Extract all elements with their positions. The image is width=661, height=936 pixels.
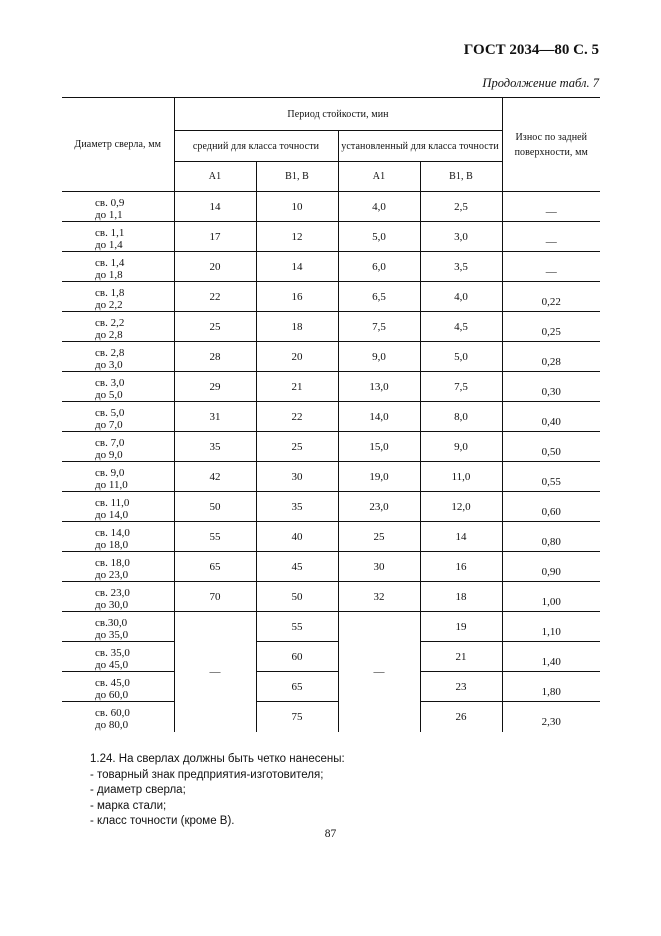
diameter-to: до 3,0 (95, 358, 123, 371)
diameter-range-cell (62, 282, 174, 312)
set-a1-cell: 23,0 (338, 492, 420, 522)
set-a1-cell: 19,0 (338, 462, 420, 492)
diameter-to: до 2,2 (95, 298, 123, 311)
header-set-b1b: В1, В (420, 162, 502, 192)
set-a1-cell: 14,0 (338, 402, 420, 432)
diameter-to: до 1,4 (95, 238, 123, 251)
avg-b1b-cell: 35 (256, 492, 338, 522)
flank-wear-cell: 0,28 (502, 342, 600, 372)
diameter-to: до 9,0 (95, 448, 123, 461)
set-b1b-cell: 26 (420, 702, 502, 732)
avg-b1b-cell: 60 (256, 642, 338, 672)
table-row (62, 642, 600, 672)
set-a1-cell: 13,0 (338, 372, 420, 402)
set-b1b-cell: 7,5 (420, 372, 502, 402)
diameter-from: св. 3,0 (95, 376, 125, 389)
diameter-from: св. 1,4 (95, 256, 125, 269)
table-row (62, 222, 600, 252)
notes-item: - диаметр сверла; (90, 784, 186, 796)
set-b1b-cell: 9,0 (420, 432, 502, 462)
set-b1b-cell: 4,5 (420, 312, 502, 342)
flank-wear-cell: 0,22 (502, 282, 600, 312)
avg-b1b-cell: 16 (256, 282, 338, 312)
table-row (62, 342, 600, 372)
set-a1-cell: 4,0 (338, 192, 420, 222)
avg-a1-cell: 25 (174, 312, 256, 342)
header-avg-a1: А1 (174, 162, 256, 192)
diameter-from: св. 1,8 (95, 286, 125, 299)
table-row (62, 702, 600, 732)
avg-a1-cell: 50 (174, 492, 256, 522)
table-row (62, 672, 600, 702)
avg-a1-cell: 35 (174, 432, 256, 462)
diameter-range-cell (62, 492, 174, 522)
diameter-from: св. 5,0 (95, 406, 125, 419)
diameter-to: до 45,0 (95, 658, 129, 671)
flank-wear-cell: 0,80 (502, 522, 600, 552)
avg-b1b-cell: 22 (256, 402, 338, 432)
avg-b1b-cell: 18 (256, 312, 338, 342)
diameter-from: св. 35,0 (95, 646, 130, 659)
table-row (62, 192, 600, 222)
set-b1b-cell: 4,0 (420, 282, 502, 312)
set-b1b-cell: 12,0 (420, 492, 502, 522)
table-row (62, 552, 600, 582)
table-row (62, 462, 600, 492)
diameter-to: до 14,0 (95, 508, 129, 521)
set-b1b-cell: 5,0 (420, 342, 502, 372)
header-flank-wear: Износ по задней поверхности, мм (502, 98, 600, 192)
header-avg-b1b: В1, В (256, 162, 338, 192)
diameter-range-cell (62, 522, 174, 552)
flank-wear-cell: 0,55 (502, 462, 600, 492)
avg-b1b-cell: 65 (256, 672, 338, 702)
flank-wear-cell: — (502, 222, 600, 252)
diameter-range-cell (62, 342, 174, 372)
diameter-from: св. 23,0 (95, 586, 130, 599)
table-row (62, 432, 600, 462)
set-a1-cell: 6,5 (338, 282, 420, 312)
table-row (62, 612, 600, 642)
avg-b1b-cell: 14 (256, 252, 338, 282)
flank-wear-cell: 0,60 (502, 492, 600, 522)
page-number: 87 (324, 828, 337, 840)
diameter-from: св. 18,0 (95, 556, 130, 569)
set-b1b-cell: 3,0 (420, 222, 502, 252)
diameter-range-cell (62, 702, 174, 732)
avg-a1-cell: 29 (174, 372, 256, 402)
diameter-range-cell (62, 642, 174, 672)
diameter-range-cell (62, 462, 174, 492)
diameter-range-cell (62, 222, 174, 252)
table-row (62, 282, 600, 312)
header-set-period: установленный для класса точности (338, 131, 502, 162)
diameter-to: до 1,1 (95, 208, 123, 221)
table-row (62, 582, 600, 612)
table-row (62, 522, 600, 552)
avg-b1b-cell: 40 (256, 522, 338, 552)
set-b1b-cell: 2,5 (420, 192, 502, 222)
diameter-from: св. 7,0 (95, 436, 125, 449)
diameter-to: до 1,8 (95, 268, 123, 281)
avg-a1-cell: 14 (174, 192, 256, 222)
set-a1-cell: 9,0 (338, 342, 420, 372)
diameter-from: св.30,0 (95, 616, 128, 629)
diameter-from: св. 0,9 (95, 196, 125, 209)
set-b1b-cell: 11,0 (420, 462, 502, 492)
notes-item: - товарный знак предприятия-изготовителя; (90, 768, 324, 781)
flank-wear-cell: — (502, 192, 600, 222)
diameter-range-cell (62, 312, 174, 342)
avg-a1-cell: 22 (174, 282, 256, 312)
set-b1b-cell: 19 (420, 612, 502, 642)
diameter-range-cell (62, 582, 174, 612)
avg-b1b-cell: 21 (256, 372, 338, 402)
diameter-to: до 11,0 (95, 478, 128, 491)
header-tool-life-period: Период стойкости, мин (174, 98, 502, 131)
avg-b1b-cell: 55 (256, 612, 338, 642)
flank-wear-cell: 1,40 (502, 642, 600, 672)
diameter-range-cell (62, 432, 174, 462)
set-b1b-cell: 21 (420, 642, 502, 672)
diameter-from: св. 1,1 (95, 226, 125, 239)
diameter-range-cell (62, 402, 174, 432)
marking-notes (90, 752, 345, 830)
flank-wear-cell: 1,10 (502, 612, 600, 642)
avg-a1-cell: 28 (174, 342, 256, 372)
avg-b1b-cell: 20 (256, 342, 338, 372)
diameter-from: св. 45,0 (95, 676, 130, 689)
notes-item: - марка стали; (90, 799, 167, 812)
diameter-range-cell (62, 612, 174, 642)
diameter-range-cell (62, 372, 174, 402)
avg-b1b-cell: 25 (256, 432, 338, 462)
avg-a1-merged-cell: — (174, 612, 256, 732)
diameter-from: св. 11,0 (95, 496, 130, 509)
diameter-range-cell (62, 672, 174, 702)
diameter-to: до 30,0 (95, 598, 129, 611)
diameter-from: св. 9,0 (95, 466, 125, 479)
set-b1b-cell: 14 (420, 522, 502, 552)
set-b1b-cell: 16 (420, 552, 502, 582)
flank-wear-cell: 2,30 (541, 716, 561, 729)
table-row (62, 402, 600, 432)
header-average-period: средний для класса точности (174, 131, 338, 162)
flank-wear-cell: 0,30 (502, 372, 600, 402)
flank-wear-cell: 0,90 (502, 552, 600, 582)
diameter-from: св. 2,2 (95, 316, 125, 329)
set-a1-cell: 5,0 (338, 222, 420, 252)
table-row (62, 372, 600, 402)
table-continuation-label: Продолжение табл. 7 (482, 76, 599, 90)
diameter-to: до 60,0 (95, 688, 129, 701)
diameter-to: до 35,0 (95, 628, 129, 641)
set-a1-cell: 7,5 (338, 312, 420, 342)
notes-intro: 1.24. На сверлах должны быть четко нанесены: (90, 753, 345, 765)
diameter-from: св. 60,0 (95, 706, 130, 719)
avg-a1-cell: 20 (174, 252, 256, 282)
flank-wear-cell: — (502, 252, 600, 282)
tool-life-table (62, 97, 600, 732)
avg-a1-cell: 17 (174, 222, 256, 252)
avg-a1-cell: 65 (174, 552, 256, 582)
avg-a1-cell: 70 (174, 582, 256, 612)
diameter-from: св. 2,8 (95, 346, 125, 359)
diameter-range-cell (62, 252, 174, 282)
diameter-to: до 7,0 (95, 418, 123, 431)
diameter-from: св. 14,0 (95, 526, 130, 539)
flank-wear-cell: 0,25 (502, 312, 600, 342)
set-a1-cell: 25 (338, 522, 420, 552)
set-a1-cell: 15,0 (338, 432, 420, 462)
set-a1-merged-cell: — (338, 612, 420, 732)
diameter-to: до 80,0 (95, 718, 129, 731)
table-row (62, 312, 600, 342)
avg-a1-cell: 42 (174, 462, 256, 492)
avg-b1b-cell: 75 (256, 702, 338, 732)
avg-a1-cell: 31 (174, 402, 256, 432)
set-a1-cell: 30 (338, 552, 420, 582)
flank-wear-cell: 0,40 (502, 402, 600, 432)
set-a1-cell: 6,0 (338, 252, 420, 282)
document-header: ГОСТ 2034—80 С. 5 (463, 42, 599, 58)
avg-b1b-cell: 30 (256, 462, 338, 492)
avg-b1b-cell: 50 (256, 582, 338, 612)
diameter-to: до 23,0 (95, 568, 129, 581)
set-b1b-cell: 8,0 (420, 402, 502, 432)
table-row (62, 492, 600, 522)
diameter-to: до 2,8 (95, 328, 123, 341)
set-a1-cell: 32 (338, 582, 420, 612)
flank-wear-cell: 0,50 (502, 432, 600, 462)
avg-b1b-cell: 45 (256, 552, 338, 582)
flank-wear-cell: 1,00 (502, 582, 600, 612)
avg-a1-cell: 55 (174, 522, 256, 552)
diameter-range-cell (62, 192, 174, 222)
set-b1b-cell: 3,5 (420, 252, 502, 282)
diameter-range-cell (62, 552, 174, 582)
diameter-to: до 5,0 (95, 388, 123, 401)
header-set-a1: А1 (338, 162, 420, 192)
diameter-to: до 18,0 (95, 538, 129, 551)
avg-b1b-cell: 10 (256, 192, 338, 222)
flank-wear-cell: 1,80 (502, 672, 600, 702)
notes-item: - класс точности (кроме В). (90, 815, 235, 827)
avg-b1b-cell: 12 (256, 222, 338, 252)
set-b1b-cell: 23 (420, 672, 502, 702)
set-b1b-cell: 18 (420, 582, 502, 612)
table-row (62, 252, 600, 282)
header-diameter: Диаметр сверла, мм (62, 98, 174, 192)
